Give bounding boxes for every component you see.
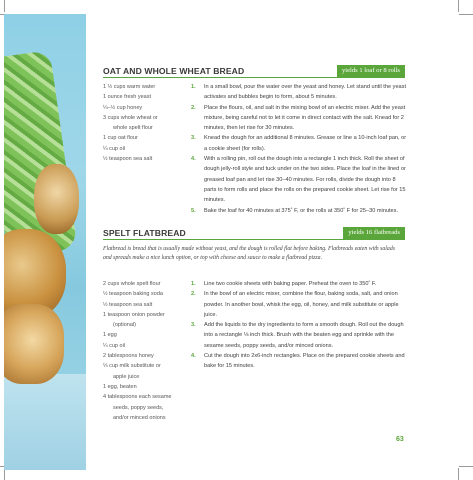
recipe-title: SPELT FLATBREAD bbox=[103, 228, 186, 238]
instruction-step bbox=[191, 279, 408, 289]
recipe-intro: Flatbread is bread that is usually made without yeast, and the dough is rolled flat before baking. Flatbreads eaten with salads and spreads make a nice lunch option, or top with cheese and sauce to make a flatbread pizza. bbox=[103, 246, 395, 262]
step-number: 2. bbox=[191, 291, 196, 298]
ingredient: ¼–½ cup honey bbox=[103, 104, 143, 111]
ingredient-list bbox=[103, 82, 189, 164]
recipe-yield: yields 16 flatbreads bbox=[343, 227, 405, 239]
ingredient-list bbox=[103, 279, 189, 423]
bread-photo bbox=[4, 14, 86, 470]
step-text: In the bowl of an electric mixer, combine the flour, baking soda, salt, and onion powder. In another bowl, whisk the egg, oil, honey, and milk substitute or apple juice. bbox=[204, 291, 399, 318]
step-number: 3. bbox=[191, 135, 196, 142]
instruction-step bbox=[191, 351, 408, 372]
crop-mark bbox=[458, 0, 459, 12]
recipe-header bbox=[103, 64, 405, 78]
step-text: Knead the dough for an additional 8 minutes. Grease or line a 10-inch loaf pan, or a cookie sheet (for rolls). bbox=[204, 135, 407, 152]
ingredient: apple juice bbox=[113, 373, 140, 380]
crop-mark bbox=[458, 468, 459, 480]
crop-mark bbox=[459, 14, 473, 15]
ingredient: ½ teaspoon baking soda bbox=[103, 291, 163, 298]
ingredient: and/or minced onions bbox=[113, 414, 166, 421]
ingredient: 1 ounce fresh yeast bbox=[103, 94, 152, 101]
instruction-step bbox=[191, 133, 408, 154]
step-number: 4. bbox=[191, 156, 196, 163]
ingredient: 1 egg bbox=[103, 332, 117, 339]
page-number: 63 bbox=[396, 436, 404, 443]
ingredient: 1 ½ cups warm water bbox=[103, 84, 156, 90]
ingredient: 1 cup oat flour bbox=[103, 135, 138, 142]
step-number: 1. bbox=[191, 84, 196, 90]
step-text: With a rolling pin, roll out the dough into a rectangle 1 inch thick. Roll the sheet of dough jelly-roll style and tuck under on the two sides. Place the loaf in the lined or greased loaf pan and let rise 30–40 minutes. For rolls, divide the dough into 8 parts to form rolls and place the rolls on the prepared cookie sheet. Let rise for 15 minutes. bbox=[204, 156, 406, 204]
ingredient: 2 cups whole spelt flour bbox=[103, 281, 161, 287]
instruction-step bbox=[191, 103, 408, 134]
step-number: 1. bbox=[191, 281, 196, 287]
ingredient: ⅓ cup milk substitute or bbox=[103, 363, 161, 370]
instruction-step bbox=[191, 154, 408, 205]
step-text: Bake the loaf for 40 minutes at 375˚ F, or the rolls at 350˚ F for 25–30 minutes. bbox=[204, 207, 399, 214]
recipe-yield: yields 1 loaf or 8 rolls bbox=[337, 65, 405, 77]
crop-mark bbox=[4, 0, 5, 12]
ingredient: ½ teaspoon sea salt bbox=[103, 156, 153, 163]
ingredient: (optional) bbox=[113, 322, 136, 329]
step-text: Cut the dough into 2x6-inch rectangles. Place on the prepared cookie sheets and bake for 15 minutes. bbox=[204, 353, 405, 370]
step-number: 4. bbox=[191, 353, 196, 360]
ingredient: 1 egg, beaten bbox=[103, 383, 137, 390]
step-number: 5. bbox=[191, 207, 196, 214]
ingredient: seeds, poppy seeds, bbox=[113, 404, 164, 411]
wooden-board bbox=[4, 374, 86, 470]
ingredient: ½ teaspoon sea salt bbox=[103, 301, 153, 308]
step-number: 3. bbox=[191, 322, 196, 329]
recipe-title: OAT AND WHOLE WHEAT BREAD bbox=[103, 66, 245, 76]
instruction-step bbox=[191, 289, 408, 320]
recipe-header bbox=[103, 226, 405, 240]
bread-roll-image bbox=[4, 304, 64, 384]
ingredient: ¼ cup oil bbox=[103, 145, 126, 152]
step-text: Add the liquids to the dry ingredients to form a smooth dough. Roll out the dough into a rectangle ⅛ inch thick. Brush with the beaten egg and sprinkle with the sesame seeds, poppy seeds, and/or minced onions. bbox=[204, 322, 404, 349]
instruction-step bbox=[191, 206, 408, 216]
ingredient: 2 tablespoons honey bbox=[103, 353, 154, 360]
ingredient: whole spelt flour bbox=[113, 125, 153, 132]
crop-mark bbox=[459, 466, 473, 467]
ingredient: 4 tablespoons each sesame bbox=[103, 394, 172, 401]
instruction-step bbox=[191, 82, 408, 103]
bread-roll-image bbox=[34, 164, 79, 234]
ingredient: 3 cups whole wheat or bbox=[103, 114, 158, 121]
step-text: Place the flours, oil, and salt in the mixing bowl of an electric mixer. Add the yeast mixture, being careful not to let it come in direct contact with the salt. Knead for 2 minutes, then let rise for 30 minutes. bbox=[204, 104, 406, 132]
ingredient: 1 teaspoon onion powder bbox=[103, 311, 165, 318]
step-text: In a small bowl, pour the water over the yeast and honey. Let stand until the yeast activates and bubbles begin to form, about 5 minutes. bbox=[204, 84, 407, 101]
ingredient: ¼ cup oil bbox=[103, 342, 126, 349]
step-number: 2. bbox=[191, 104, 196, 111]
instruction-list bbox=[191, 279, 408, 372]
instruction-step bbox=[191, 320, 408, 351]
instruction-list bbox=[191, 82, 408, 216]
step-text: Line two cookie sheets with baking paper. Preheat the oven to 350˚ F. bbox=[204, 281, 377, 287]
